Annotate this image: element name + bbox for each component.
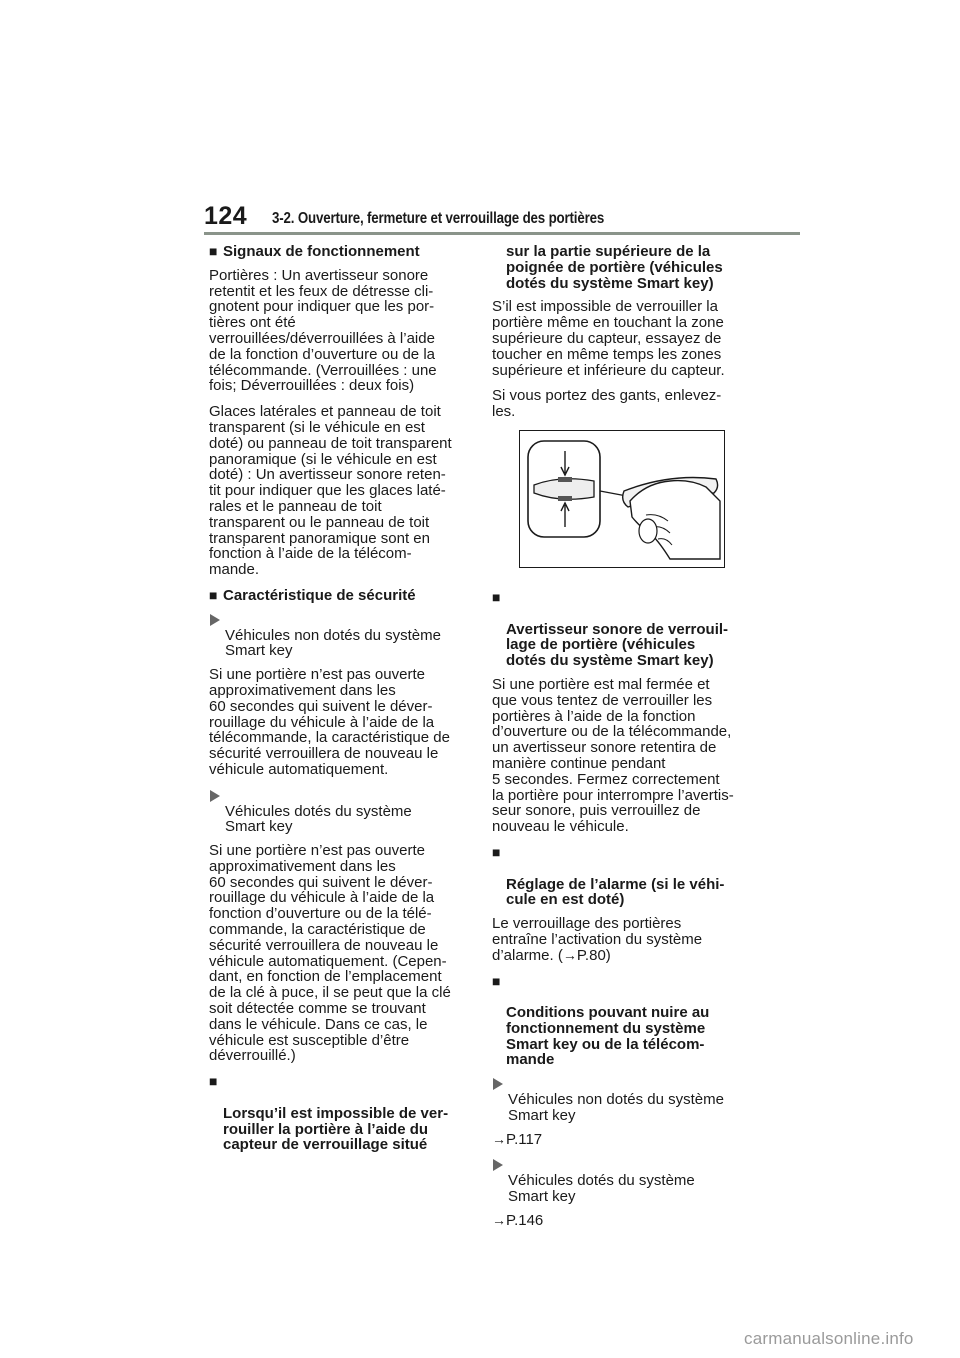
square-bullet-icon: ■ bbox=[209, 1073, 218, 1090]
heading-signaux: ■ Signaux de fonctionnement bbox=[209, 243, 420, 260]
triangle-bullet-icon bbox=[493, 1078, 503, 1090]
section-title: 3-2. Ouverture, fermeture et verrouillage des portières bbox=[272, 210, 605, 227]
square-bullet-icon: ■ bbox=[209, 243, 218, 259]
arrow-right-icon: → bbox=[492, 1130, 506, 1147]
paragraph-glaces: Glaces latérales et panneau de toit transparent (si le véhicule en est doté) ou panneau de toit transparent panoramique (si le véhicule en est doté) : Un avertisseur sonore reten- tit pour indiquer que les glaces laté- rales et le panneau de toit transparent ou le panneau de toit transparent panoramique sont en fonction à l’aide de la télécom- mande. bbox=[209, 403, 452, 579]
paragraph-securite-smart: Si une portière n’est pas ouverte approximativement dans les 60 secondes qui suivent le déver- rouillage du véhicule à l’aide de la fonction d’ouverture ou de la télé- commande, la caractéristique de sécurité verrouillera de nouveau le véhicule automatiquement. (Cepen- dant, en fonction de l’emplacement de la clé à puce, il se peut que la clé soit détectée comme se trouvant dans le véhicule. Dans ce cas, le véhicule est susceptible d’être déverrouillé.) bbox=[209, 842, 451, 1065]
heading-reglage-alarme: ■ Réglage de l’alarme (si le véhi- cule en est doté) bbox=[492, 843, 725, 909]
door-handle-illustration-svg bbox=[520, 431, 724, 567]
watermark: carmanualsonline.info bbox=[744, 1329, 914, 1348]
paragraph-alarme: Le verrouillage des portières entraîne l’activation du système d’alarme. (→P.80) bbox=[492, 915, 703, 964]
heading-avertisseur-verrouillage: ■ Avertisseur sonore de verrouil- lage de portière (véhicules dotés du système Smart key) bbox=[492, 588, 729, 670]
square-bullet-icon: ■ bbox=[492, 972, 501, 989]
subheading-smart-key: Véhicules dotés du système Smart key bbox=[209, 788, 463, 835]
page-reference-link[interactable]: →P.146 bbox=[492, 1211, 544, 1229]
paragraph-avertisseur: Si une portière est mal fermée et que vous tentez de verrouiller les portières à l’aide de la fonction d’ouverture ou de la télécommande, un avertisseur sonore retentira de manière continue pendant 5 secondes. Fermez correctement la portière pour interrompre l’avertis- seur sonore, puis verrouillez de nouveau le véhicule. bbox=[492, 675, 734, 836]
arrow-right-icon: → bbox=[562, 946, 577, 963]
subheading-smart-key: Véhicules dotés du système Smart key bbox=[492, 1157, 754, 1204]
page-reference-link[interactable]: →P.80 bbox=[562, 946, 606, 964]
subheading-non-smart-key: Véhicules non dotés du système Smart key bbox=[492, 1076, 754, 1123]
right-column bbox=[492, 244, 754, 1239]
square-bullet-icon: ■ bbox=[492, 843, 501, 860]
door-handle-sensor-illustration bbox=[519, 430, 725, 568]
page-number: 124 bbox=[204, 202, 248, 230]
triangle-bullet-icon bbox=[210, 790, 220, 802]
heading-conditions: ■ Conditions pouvant nuire au fonctionnement du système Smart key ou de la télécom- mande bbox=[492, 972, 710, 1069]
square-bullet-icon: ■ bbox=[209, 586, 218, 603]
paragraph-gants: Si vous portez des gants, enlevez- les. bbox=[492, 387, 722, 421]
upper-sensor-zone bbox=[558, 477, 572, 482]
paragraph-portieres: Portières : Un avertisseur sonore retentit et les feux de détresse cli- gnotent pour indiquer que les por- tières ont été verrouillées/déverrouillées à l’aide de la fonction d’ouverture ou de la télécommande. (Verrouillées : une fois; Déverrouillées : deux fois) bbox=[209, 266, 437, 395]
subheading-non-smart-key: Véhicules non dotés du système Smart key bbox=[209, 612, 463, 659]
header-rule bbox=[204, 232, 800, 235]
heading-impossible-verrouiller-cont: sur la partie supérieure de la poignée de portière (véhicules dotés du système Smart key) bbox=[506, 243, 723, 292]
triangle-bullet-icon bbox=[493, 1159, 503, 1171]
lower-sensor-zone bbox=[558, 496, 572, 501]
square-bullet-icon: ■ bbox=[492, 588, 501, 605]
triangle-bullet-icon bbox=[210, 614, 220, 626]
arrow-right-icon: → bbox=[492, 1211, 506, 1228]
left-column bbox=[209, 244, 463, 1163]
thumb bbox=[639, 519, 657, 543]
heading-impossible-verrouiller: ■ Lorsqu’il est impossible de ver- rouiller la portière à l’aide du capteur de verrouillage situé bbox=[209, 1073, 449, 1154]
paragraph-toucher-capteur: S’il est impossible de verrouiller la portière même en touchant la zone supérieure du capteur, essayez de toucher en même temps les zones supérieure et inférieure du capteur. bbox=[492, 298, 725, 379]
hand bbox=[630, 481, 720, 559]
page-reference-link[interactable]: →P.117 bbox=[492, 1130, 543, 1148]
heading-securite: ■ Caractéristique de sécurité bbox=[209, 586, 416, 604]
paragraph-securite-non-smart: Si une portière n’est pas ouverte approximativement dans les 60 secondes qui suivent le déver- rouillage du véhicule à l’aide de la télécommande, la caractéristique de sécurité verrouillera de nouveau le véhicule automatiquement. bbox=[209, 666, 450, 778]
